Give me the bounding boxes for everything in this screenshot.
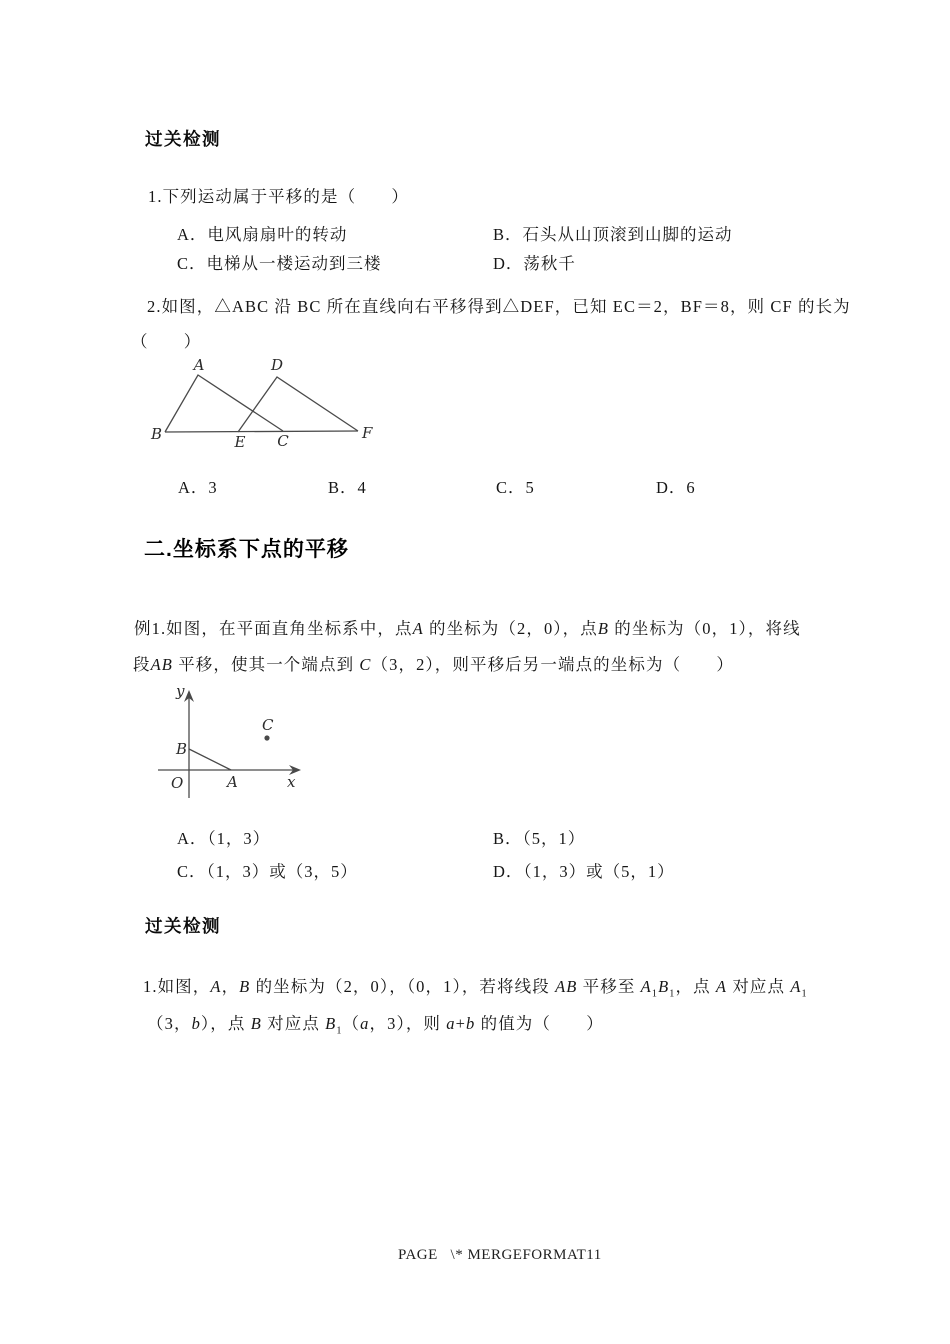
point-a-label: A xyxy=(227,773,238,791)
origin-label: O xyxy=(171,774,184,792)
page-footer: PAGE \* MERGEFORMAT11 xyxy=(398,1247,602,1263)
example-option-d: D．（1，3）或（5，1） xyxy=(493,862,675,881)
question-1-text: 1.下列运动属于平移的是（ ） xyxy=(148,187,409,206)
q1-option-d: D．荡秋千 xyxy=(493,254,576,273)
question-2-line-1: 2.如图，△ABC 沿 BC 所在直线向右平移得到△DEF，已知 EC＝2，BF＝8，则 CF 的长为 xyxy=(147,297,851,316)
point-b-label: B xyxy=(176,740,188,758)
example-1-line-1: 例1.如图，在平面直角坐标系中，点A 的坐标为（2，0），点B 的坐标为（0，1），将线 xyxy=(134,619,801,638)
q1-option-b: B．石头从山顶滚到山脚的运动 xyxy=(493,225,733,244)
y-axis-label: y xyxy=(176,683,185,700)
q1-option-a: A．电风扇扇叶的转动 xyxy=(177,225,348,244)
q2-option-a: A．3 xyxy=(178,478,218,497)
vertex-label-a: A xyxy=(193,356,205,374)
section-heading-coordinate-translation: 二.坐标系下点的平移 xyxy=(144,538,349,561)
vertex-label-e: E xyxy=(234,433,246,451)
q2-option-b: B．4 xyxy=(328,478,367,497)
coordinate-question-line-2: （3，b），点 B 对应点 $B_1(a$，3），则 a+b 的值为（ ） xyxy=(147,1014,604,1037)
section-heading-pass-test-2: 过关检测 xyxy=(145,916,221,936)
example-option-c: C．（1，3）或（3，5） xyxy=(177,862,358,881)
vertex-label-d: D xyxy=(270,356,284,374)
coordinate-question-line-1: 1.如图，A，B 的坐标为（2，0），（0，1），若将线段 AB 平移至 $A_1B_1$，点 A 对应点 $A_1$ xyxy=(143,977,808,1000)
vertex-label-f: F xyxy=(362,424,373,442)
section-heading-pass-test-1: 过关检测 xyxy=(145,129,221,149)
x-axis-label: x xyxy=(287,773,296,791)
figure-translated-triangles xyxy=(140,352,400,457)
triangles-figure-svg xyxy=(140,352,400,452)
point-c-dot xyxy=(264,735,269,740)
q2-option-d: D．6 xyxy=(656,478,696,497)
question-2-line-2: （ ） xyxy=(131,332,202,351)
point-c-label: C xyxy=(262,716,274,734)
vertex-label-b: B xyxy=(151,425,163,443)
vertex-label-c: C xyxy=(277,432,289,450)
coordinate-figure-svg xyxy=(150,683,310,805)
figure-coordinate-plane xyxy=(150,683,310,810)
q1-option-c: C．电梯从一楼运动到三楼 xyxy=(177,254,382,273)
example-option-b: B．（5，1） xyxy=(493,829,586,848)
example-option-a: A．（1，3） xyxy=(177,829,271,848)
example-1-line-2: 段AB 平移，使其一个端点到 C（3，2），则平移后另一端点的坐标为（ ） xyxy=(133,655,734,674)
q2-option-c: C．5 xyxy=(496,478,535,497)
triangle-lines xyxy=(165,375,358,432)
